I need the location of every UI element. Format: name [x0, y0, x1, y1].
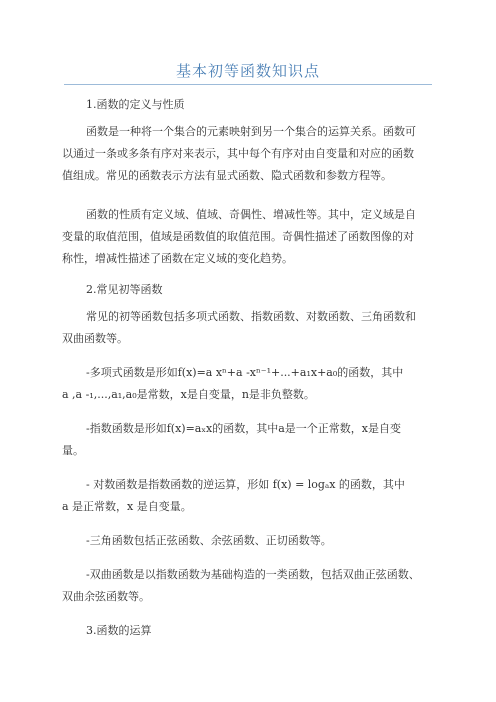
paragraph-line: -三角函数包括正弦函数、余弦函数、正切函数等。	[86, 534, 332, 547]
title-divider	[64, 84, 432, 85]
hyperbolic-function-item	[62, 564, 462, 608]
paragraph-line: a 是正常数，x 是自变量。	[62, 500, 192, 513]
paragraph-line: 以通过一条或多条有序对来表示，其中每个有序对由自变量和对应的函数	[62, 147, 414, 160]
section-3-heading: 3.函数的运算	[86, 624, 152, 637]
polynomial-function-item	[62, 362, 462, 406]
paragraph-line: -多项式函数是形如f(x)=a xⁿ+a -xⁿ⁻¹+...+a₁x+a₀的函数，其中	[86, 366, 404, 379]
paragraph-line: -指数函数是形如f(x)=aₓx的函数，其中a是一个正常数，x是自变	[86, 422, 401, 435]
exponential-function-item	[62, 418, 462, 462]
section-1-heading: 1.函数的定义与性质	[86, 98, 185, 111]
document-title: 基本初等函数知识点	[175, 62, 320, 80]
section-1-paragraph-2	[62, 204, 462, 270]
paragraph-line: 变量的取值范围，值域是函数值的取值范围。奇偶性描述了函数图像的对	[62, 230, 414, 243]
paragraph-line: 量。	[62, 444, 84, 457]
paragraph-line: 函数是一种将一个集合的元素映射到另一个集合的运算关系。函数可	[86, 125, 416, 138]
paragraph-line: 值组成。常见的函数表示方法有显式函数、隐式函数和参数方程等。	[62, 169, 392, 182]
paragraph-line: 函数的性质有定义域、值域、奇偶性、增减性等。其中，定义域是自	[86, 208, 416, 221]
section-2-heading: 2.常见初等函数	[86, 283, 163, 296]
paragraph-line: -双曲函数是以指数函数为基础构造的一类函数，包括双曲正弦函数、	[86, 568, 420, 581]
paragraph-line: 双曲余弦函数等。	[62, 590, 150, 603]
paragraph-line: 双曲函数等。	[62, 332, 128, 345]
paragraph-line: 称性，增减性描述了函数在定义域的变化趋势。	[62, 252, 293, 265]
section-1-paragraph-1	[62, 121, 462, 187]
paragraph-line: 常见的初等函数包括多项式函数、指数函数、对数函数、三角函数和	[86, 310, 416, 323]
logarithmic-function-item	[62, 474, 462, 518]
trigonometric-function-item	[62, 530, 462, 552]
paragraph-line: - 对数函数是指数函数的逆运算，形如 f(x) = logₐx 的函数，其中	[86, 478, 405, 491]
section-2-paragraph-1	[62, 306, 462, 350]
paragraph-line: a ,a -₁,...,a₁,a₀是常数，x是自变量，n是非负整数。	[62, 388, 315, 401]
